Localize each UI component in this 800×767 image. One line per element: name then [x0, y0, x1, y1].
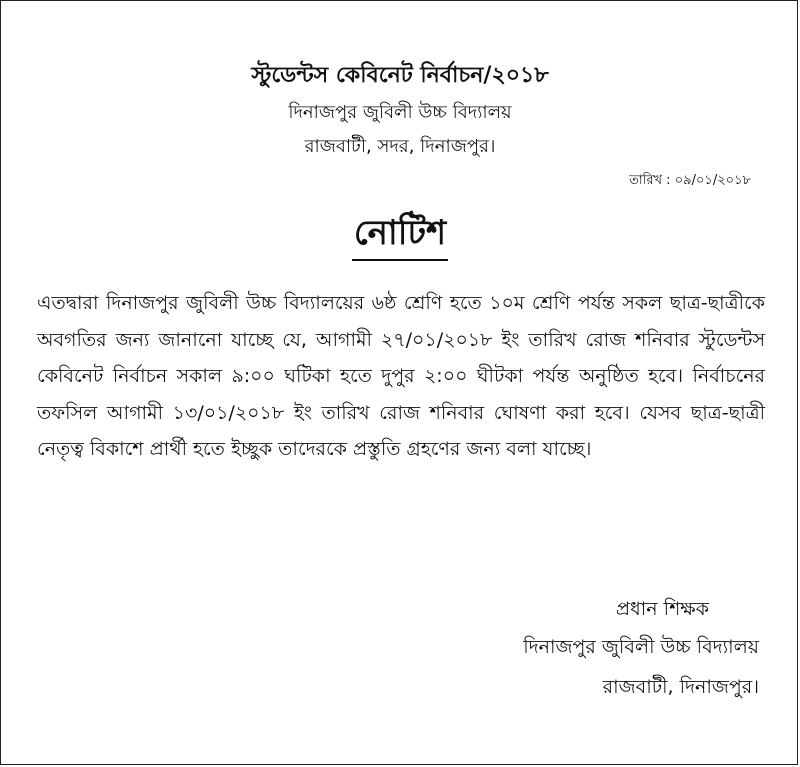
- notice-heading: নোটিশ: [352, 207, 448, 261]
- header-title: স্টুডেন্টস কেবিনেট নির্বাচন/২০১৮: [251, 63, 549, 88]
- signature-school-name: দিনাজপুর জুবিলী উচ্চ বিদ্যালয়: [523, 636, 759, 658]
- header-school-name: দিনাজপুর জুবিলী উচ্চ বিদ্যালয়: [288, 102, 512, 123]
- signature-address: রাজবাটী, দিনাজপুর।: [602, 676, 759, 698]
- header-address: রাজবাটী, সদর, দিনাজপুর।: [304, 136, 496, 157]
- notice-header: [1, 56, 799, 164]
- notice-body: এতদ্বারা দিনাজপুর জুবিলী উচ্চ বিদ্যালয়ের ৬ষ্ঠ শ্রেণি হতে ১০ম শ্রেণি পর্যন্ত সকল ছাত্র-ছাত্রীকে অবগতির জন্য জানানো যাচ্ছে যে, আগামী ২৭/০১/২০১৮ ইং তারিখ রোজ শনিবার স্টুডেন্টস কেবিনেট নির্বাচন সকাল ৯:০০ ঘটিকা হতে দুপুর ২:০০ ঘীটকা পর্যন্ত অনুষ্ঠিত হবে। নির্বাচনের তফসিল আগামী ১৩/০১/২০১৮ ইং তারিখ রোজ শনিবার ঘোষণা করা হবে। যেসব ছাত্র-ছাত্রী নেতৃত্ব বিকাশে প্রার্থী হতে ইচ্ছুক তাদেরকে প্রস্তুতি গ্রহণের জন্য বলা যাচ্ছে।: [37, 292, 765, 460]
- notice-heading-wrapper: [1, 207, 799, 261]
- signature-role: প্রধান শিক্ষক: [615, 598, 709, 620]
- signature-block: [523, 591, 759, 707]
- notice-date: তারিখ : ০৯/০১/২০১৮: [629, 173, 751, 188]
